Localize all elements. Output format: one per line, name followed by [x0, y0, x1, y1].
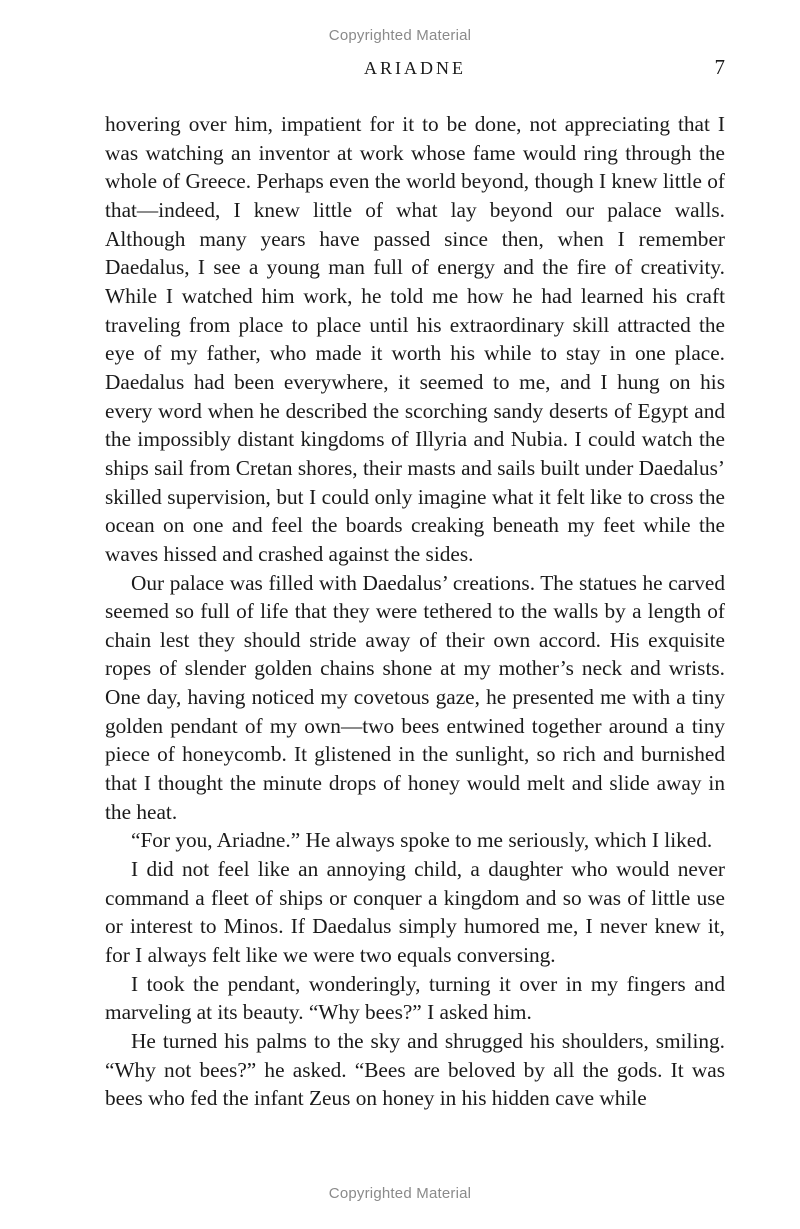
paragraph: I took the pendant, wonderingly, turning it over in my fingers and marveling at its beauty. “Why bees?” I asked him. — [105, 971, 725, 1025]
chapter-title: ARIADNE — [364, 58, 466, 78]
body-text — [105, 110, 725, 1113]
copyright-watermark-bottom: Copyrighted Material — [328, 1185, 472, 1202]
running-header — [105, 55, 725, 85]
paragraph: “For you, Ariadne.” He always spoke to me seriously, which I liked. — [131, 828, 713, 853]
paragraph: hovering over him, impatient for it to be done, not appreciating that I was watching an inventor at work whose fame would ring through the whole of Greece. Perhaps even the world beyond, though I knew little of that—indeed, I knew little of what lay beyond our palace walls. Although many years have passed since then, when I remember Daedalus, I see a young man full of energy and the fire of creativity. While I watched him work, he told me how he had learned his craft traveling from place to place until his extraordinary skill attracted the eye of my father, who made it worth his while to stay in one place. Daedalus had been everywhere, it seemed to me, and I hung on his every word when he described the scorching sandy deserts of Egypt and the impossibly distant kingdoms of Illyria and Nubia. I could watch the ships sail from Cretan shores, their masts and sails built under Daedalus’ skilled supervision, but I could only imagine what it felt like to cross the ocean on one and feel the boards creaking beneath my feet while the waves hissed and crashed against the sides. — [105, 112, 725, 566]
copyright-watermark-top: Copyrighted Material — [328, 27, 472, 44]
paragraph: He turned his palms to the sky and shrugged his shoulders, smiling. “Why not bees?” he asked. “Bees are beloved by all the gods. It was bees who fed the infant Zeus on honey in his hidden cave while — [105, 1029, 725, 1111]
page-number: 7 — [714, 55, 725, 79]
paragraph: I did not feel like an annoying child, a daughter who would never command a fleet of ships or conquer a kingdom and so was of little use or interest to Minos. If Daedalus simply humored me, I never knew it, for I always felt like we were two equals conversing. — [105, 857, 725, 968]
paragraph: Our palace was filled with Daedalus’ creations. The statues he carved seemed so full of life that they were tethered to the walls by a length of chain lest they should stride away of their own accord. His exquisite ropes of slender golden chains shone at my mother’s neck and wrists. One day, having noticed my covetous gaze, he presented me with a tiny golden pendant of my own—two bees entwined together around a tiny piece of honeycomb. It glistened in the sunlight, so rich and burnished that I thought the minute drops of honey would melt and slide away in the heat. — [105, 570, 725, 824]
